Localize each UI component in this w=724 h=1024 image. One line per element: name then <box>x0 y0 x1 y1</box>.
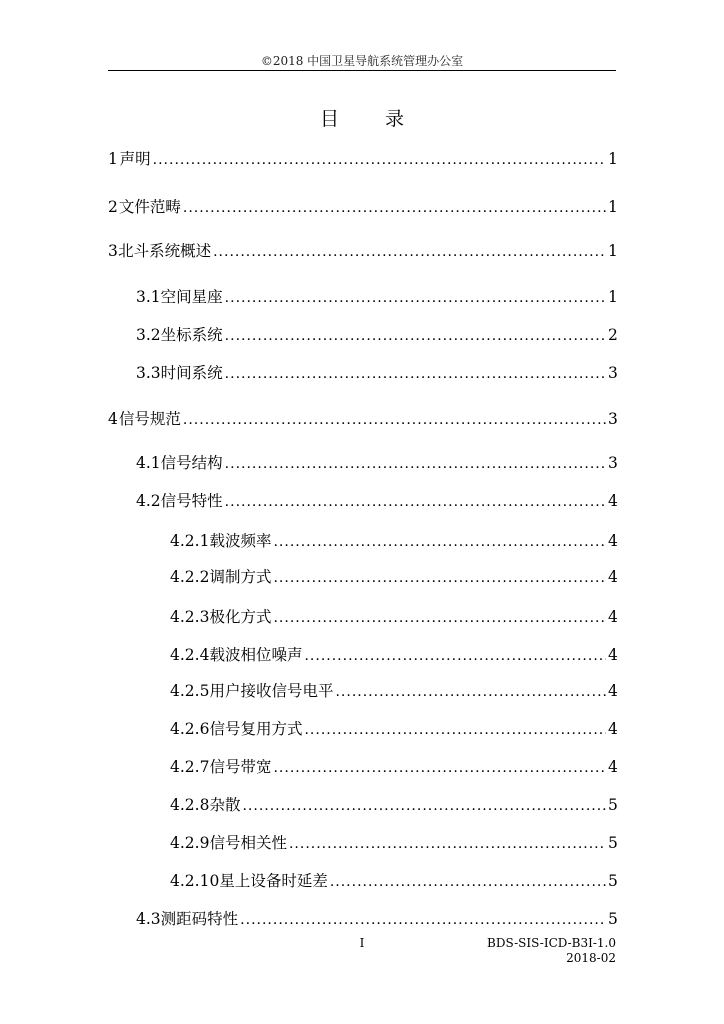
header-copyright: ©2018 中国卫星导航系统管理办公室 <box>260 54 464 68</box>
toc-entry-page: 4 <box>608 568 618 586</box>
footer-page-number: I <box>359 936 365 950</box>
toc-leader-dots <box>225 491 606 513</box>
toc-entry-page: 2 <box>608 326 618 344</box>
toc-leader-dots <box>225 325 606 347</box>
header-divider <box>108 70 616 71</box>
toc-entry-page: 4 <box>608 492 618 510</box>
toc-entry-page: 5 <box>608 834 618 852</box>
toc-entry-page: 3 <box>608 410 618 428</box>
toc-entry-label: 坐标系统 <box>160 326 223 344</box>
toc-entry[interactable] <box>136 908 616 930</box>
toc-leader-dots <box>213 241 606 263</box>
toc-entry[interactable] <box>170 870 616 892</box>
toc-entry-number: 4.2 <box>136 492 161 510</box>
toc-entry[interactable] <box>136 490 616 512</box>
toc-entry[interactable] <box>108 408 616 430</box>
toc-leader-dots <box>240 909 606 931</box>
toc-entry-label: 信号规范 <box>118 410 181 428</box>
toc-entry-label: 北斗系统概述 <box>118 242 212 260</box>
toc-entry-label: 信号带宽 <box>209 758 272 776</box>
toc-entry-label: 调制方式 <box>209 568 272 586</box>
toc-leader-dots <box>183 197 606 219</box>
toc-leader-dots <box>225 287 606 309</box>
toc-entry-label: 声明 <box>119 150 151 168</box>
toc-entry-number: 3.1 <box>136 288 161 306</box>
toc-entry-number: 4.2.7 <box>170 758 210 776</box>
toc-entry-number: 3.3 <box>136 364 161 382</box>
toc-entry-page: 1 <box>608 242 618 260</box>
toc-entry-label: 时间系统 <box>160 364 223 382</box>
toc-entry[interactable] <box>170 832 616 854</box>
toc-entry-label: 空间星座 <box>160 288 223 306</box>
toc-title: 目 录 <box>319 108 425 130</box>
toc-entry-number: 4.2.4 <box>170 646 210 664</box>
toc-entry[interactable] <box>108 196 616 218</box>
toc-leader-dots <box>225 363 606 385</box>
toc-entry-label: 文件范畴 <box>118 198 181 216</box>
toc-entry-label: 信号特性 <box>160 492 223 510</box>
toc-entry[interactable] <box>170 756 616 778</box>
toc-leader-dots <box>304 719 606 741</box>
toc-leader-dots <box>273 531 606 553</box>
toc-entry-number: 4.3 <box>136 910 161 928</box>
toc-entry-page: 5 <box>608 910 618 928</box>
toc-entry[interactable] <box>170 644 616 666</box>
toc-entry-label: 载波相位噪声 <box>209 646 303 664</box>
toc-entry[interactable] <box>170 530 616 552</box>
footer-date: 2018-02 <box>566 951 616 965</box>
toc-entry-page: 4 <box>608 720 618 738</box>
toc-entry[interactable] <box>170 794 616 816</box>
toc-entry-label: 极化方式 <box>209 608 272 626</box>
toc-entry-page: 5 <box>608 796 618 814</box>
toc-entry[interactable] <box>108 240 616 262</box>
toc-leader-dots <box>183 409 606 431</box>
toc-entry-page: 4 <box>608 682 618 700</box>
toc-entry-number: 4.2.1 <box>170 532 210 550</box>
toc-entry-page: 4 <box>608 758 618 776</box>
toc-entry-number: 4.2.3 <box>170 608 210 626</box>
footer-doc-id: BDS-SIS-ICD-B3I-1.0 <box>487 936 616 950</box>
toc-entry-label: 载波频率 <box>209 532 272 550</box>
toc-entry-number: 4.2.10 <box>170 872 220 890</box>
toc-entry[interactable] <box>170 680 616 702</box>
toc-entry-page: 4 <box>608 532 618 550</box>
toc-entry-page: 3 <box>608 454 618 472</box>
toc-leader-dots <box>289 833 606 855</box>
toc-entry-number: 4.2.6 <box>170 720 210 738</box>
footer-doc-info <box>487 936 616 966</box>
toc-entry[interactable] <box>136 286 616 308</box>
toc-leader-dots <box>273 607 606 629</box>
toc-entry-number: 4.2.8 <box>170 796 210 814</box>
toc-leader-dots <box>225 453 606 475</box>
toc-entry-number: 4.2.5 <box>170 682 210 700</box>
toc-leader-dots <box>304 645 606 667</box>
toc-entry-number: 1 <box>108 150 118 168</box>
toc-entry-label: 信号复用方式 <box>209 720 303 738</box>
toc-entry-number: 3 <box>108 242 118 260</box>
toc-entry[interactable] <box>170 566 616 588</box>
toc-entry-page: 1 <box>608 288 618 306</box>
toc-entry-label: 测距码特性 <box>160 910 239 928</box>
toc-leader-dots <box>330 871 606 893</box>
toc-entry[interactable] <box>108 148 616 170</box>
toc-entry-number: 2 <box>108 198 118 216</box>
toc-entry-number: 4 <box>108 410 118 428</box>
toc-entry[interactable] <box>136 452 616 474</box>
toc-entry-label: 信号结构 <box>160 454 223 472</box>
toc-leader-dots <box>242 795 606 817</box>
toc-entry-page: 1 <box>608 198 618 216</box>
toc-entry-page: 5 <box>608 872 618 890</box>
toc-entry-page: 4 <box>608 646 618 664</box>
toc-entry-page: 3 <box>608 364 618 382</box>
toc-entry-number: 4.1 <box>136 454 161 472</box>
toc-entry-number: 3.2 <box>136 326 161 344</box>
toc-leader-dots <box>273 757 606 779</box>
toc-entry[interactable] <box>170 606 616 628</box>
toc-entry-label: 杂散 <box>209 796 241 814</box>
toc-entry-label: 星上设备时延差 <box>219 872 328 890</box>
toc-leader-dots <box>153 149 606 171</box>
toc-entry-number: 4.2.2 <box>170 568 210 586</box>
toc-entry[interactable] <box>136 324 616 346</box>
toc-entry[interactable] <box>170 718 616 740</box>
toc-entry[interactable] <box>136 362 616 384</box>
toc-entry-number: 4.2.9 <box>170 834 210 852</box>
toc-entry-page: 4 <box>608 608 618 626</box>
toc-leader-dots <box>335 681 606 703</box>
toc-leader-dots <box>273 567 606 589</box>
toc-entry-label: 用户接收信号电平 <box>209 682 334 700</box>
toc-entry-page: 1 <box>608 150 618 168</box>
toc-entry-label: 信号相关性 <box>209 834 287 852</box>
